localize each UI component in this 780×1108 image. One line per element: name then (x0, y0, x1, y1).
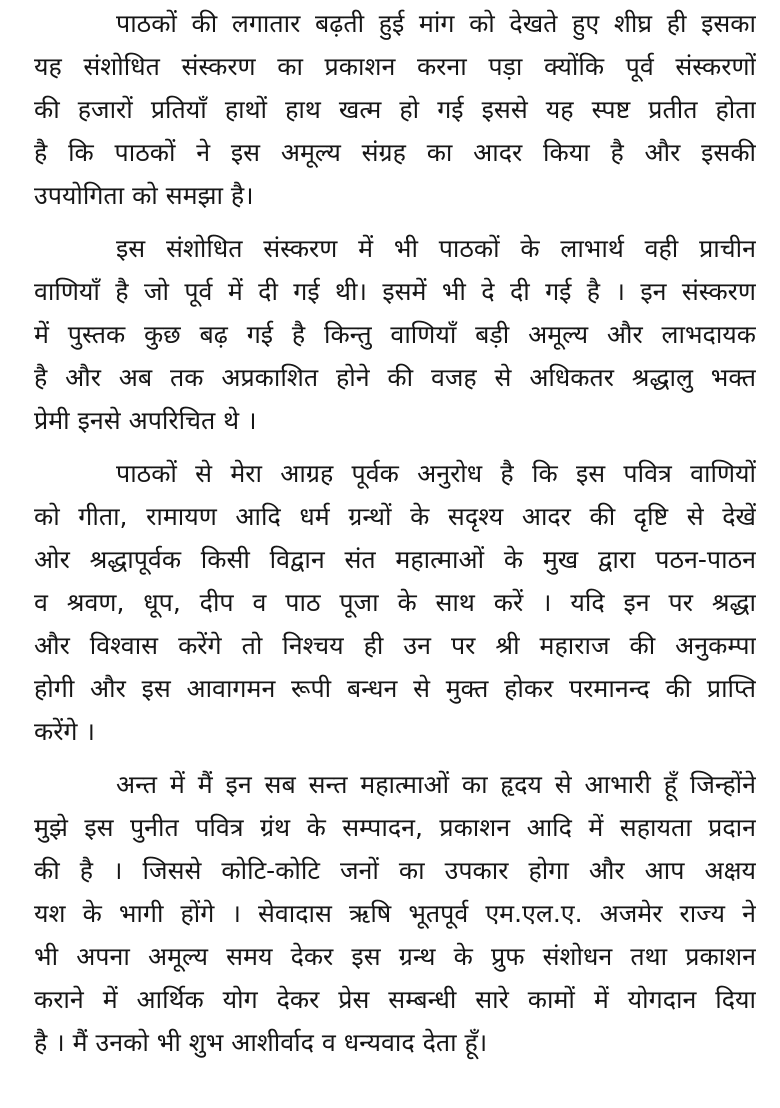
text-line: अन्त में मैं इन सब सन्त महात्माओं का हृदय से आभारी हूँ जिन्होंने (116, 770, 756, 799)
text-line: प्रेमी इनसे अपरिचित थे । (34, 406, 257, 435)
text-line: इस संशोधित संस्करण में भी पाठकों के लाभार्थ वही प्राचीन (116, 234, 756, 263)
text-line: ओर श्रद्धापूर्वक किसी विद्वान संत महात्माओं के मुख द्वारा पठन-पाठन (34, 545, 756, 574)
text-line: करेंगे । (34, 717, 95, 746)
paragraph (34, 452, 756, 753)
text-line: यश के भागी होंगे । सेवादास ऋषि भूतपूर्व एम.एल.ए. अजमेर राज्य ने (34, 899, 756, 928)
text-line: उपयोगिता को समझा है। (34, 181, 254, 210)
text-line: है । मैं उनको भी शुभ आशीर्वाद व धन्यवाद देता हूँ। (34, 1028, 488, 1057)
text-line: भी अपना अमूल्य समय देकर इस ग्रन्थ के प्रुफ संशोधन तथा प्रकाशन (34, 942, 756, 971)
paragraph (34, 2, 756, 217)
text-line: यह संशोधित संस्करण का प्रकाशन करना पड़ा क्योंकि पूर्व संस्करणों (34, 52, 756, 81)
text-line: पाठकों से मेरा आग्रह पूर्वक अनुरोध है कि इस पवित्र वाणियों (116, 459, 756, 488)
text-line: मुझे इस पुनीत पवित्र ग्रंथ के सम्पादन, प्रकाशन आदि में सहायता प्रदान (34, 813, 756, 842)
text-line: की है । जिससे कोटि-कोटि जनों का उपकार होगा और आप अक्षय (34, 856, 756, 885)
text-line: है और अब तक अप्रकाशित होने की वजह से अधिकतर श्रद्धालु भक्त (34, 363, 756, 392)
text-line: व श्रवण, धूप, दीप व पाठ पूजा के साथ करें । यदि इन पर श्रद्धा (34, 588, 756, 617)
text-line: कराने में आर्थिक योग देकर प्रेस सम्बन्धी सारे कामों में योगदान दिया (34, 985, 756, 1014)
text-line: वाणियाँ है जो पूर्व में दी गई थी। इसमें भी दे दी गई है । इन संस्करण (34, 277, 756, 306)
text-line: और विश्वास करेंगे तो निश्चय ही उन पर श्री महाराज की अनुकम्पा (34, 631, 756, 660)
text-line: में पुस्तक कुछ बढ़ गई है किन्तु वाणियाँ बड़ी अमूल्य और लाभदायक (34, 320, 756, 349)
text-line: है कि पाठकों ने इस अमूल्य संग्रह का आदर किया है और इसकी (34, 138, 756, 167)
text-line: पाठकों की लगातार बढ़ती हुई मांग को देखते हुए शीघ्र ही इसका (116, 9, 756, 38)
document-page (34, 2, 756, 1074)
text-line: होगी और इस आवागमन रूपी बन्धन से मुक्त होकर परमानन्द की प्राप्ति (34, 674, 756, 703)
text-line: को गीता, रामायण आदि धर्म ग्रन्थों के सदृश्य आदर की दृष्टि से देखें (34, 502, 756, 531)
paragraph (34, 227, 756, 442)
paragraph (34, 763, 756, 1064)
text-line: की हजारों प्रतियाँ हाथों हाथ खत्म हो गई इससे यह स्पष्ट प्रतीत होता (34, 95, 756, 124)
